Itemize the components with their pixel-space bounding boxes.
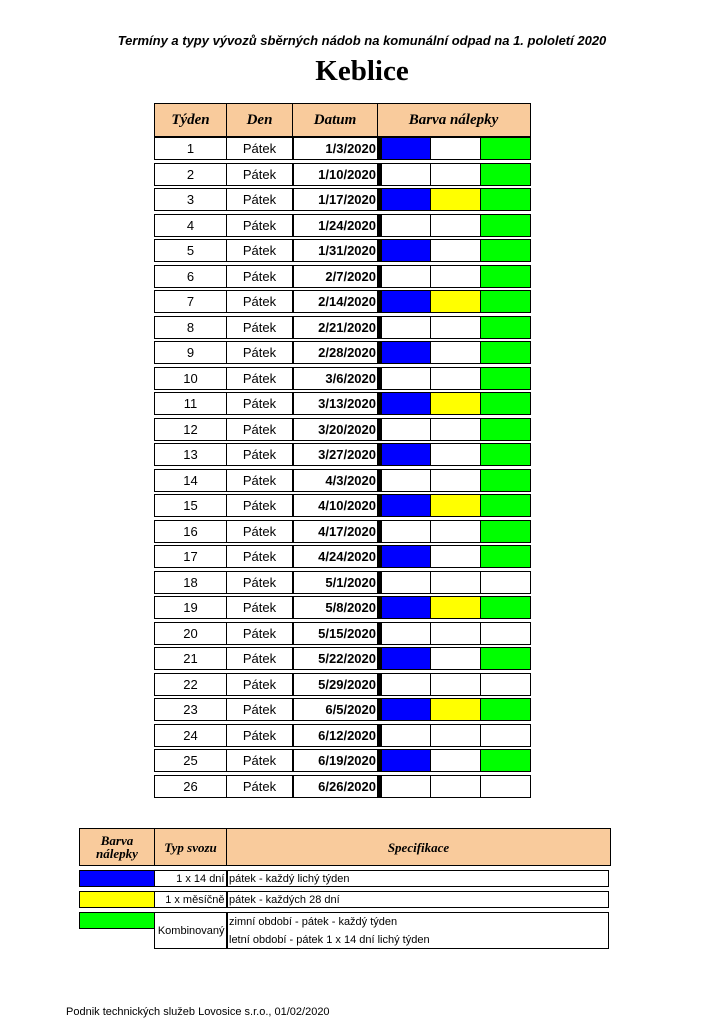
legend-spec-line: letní období - pátek 1 x 14 dní lichý týden	[229, 933, 430, 946]
week-cell: 23	[154, 698, 227, 721]
table-row	[154, 392, 529, 415]
sticker-swatch	[381, 469, 432, 492]
town-name: Keblice	[315, 55, 409, 87]
legend-header-row	[79, 828, 610, 866]
week-cell: 15	[154, 494, 227, 517]
date-cell: 3/6/2020	[292, 367, 378, 390]
sticker-swatch	[480, 647, 531, 670]
sticker-swatch	[430, 698, 481, 721]
table-row	[154, 367, 529, 390]
date-cell: 1/17/2020	[292, 188, 378, 211]
sticker-swatch	[430, 239, 481, 262]
week-cell: 10	[154, 367, 227, 390]
date-cell: 3/20/2020	[292, 418, 378, 441]
date-cell: 6/26/2020	[292, 775, 378, 798]
sticker-swatch	[430, 214, 481, 237]
sticker-swatch	[381, 239, 432, 262]
sticker-swatch	[381, 673, 432, 696]
legend-color-swatch	[79, 870, 155, 887]
sticker-swatch	[381, 341, 432, 364]
week-cell: 20	[154, 622, 227, 645]
legend-spec-line: zimní období - pátek - každý týden	[229, 915, 398, 928]
column-header-date: Datum	[292, 103, 378, 137]
sticker-swatch	[480, 596, 531, 619]
table-row	[154, 494, 529, 517]
day-cell: Pátek	[226, 494, 294, 517]
column-header-sticker-color: Barva nálepky	[377, 103, 531, 137]
week-cell: 4	[154, 214, 227, 237]
sticker-swatch	[381, 494, 432, 517]
date-cell: 2/28/2020	[292, 341, 378, 364]
date-cell: 5/22/2020	[292, 647, 378, 670]
week-cell: 8	[154, 316, 227, 339]
date-cell: 3/13/2020	[292, 392, 378, 415]
sticker-swatch	[430, 571, 481, 594]
sticker-swatch	[480, 418, 531, 441]
table-row	[154, 775, 529, 798]
sticker-swatch	[430, 188, 481, 211]
date-cell: 2/7/2020	[292, 265, 378, 288]
sticker-swatch	[430, 647, 481, 670]
sticker-swatch	[381, 596, 432, 619]
sticker-swatch	[480, 622, 531, 645]
date-cell: 1/10/2020	[292, 163, 378, 186]
date-cell: 1/31/2020	[292, 239, 378, 262]
sticker-swatch	[381, 188, 432, 211]
date-cell: 6/5/2020	[292, 698, 378, 721]
sticker-swatch	[381, 418, 432, 441]
day-cell: Pátek	[226, 749, 294, 772]
table-row	[154, 724, 529, 747]
sticker-swatch	[430, 443, 481, 466]
day-cell: Pátek	[226, 571, 294, 594]
sticker-swatch	[480, 571, 531, 594]
sticker-swatch	[381, 698, 432, 721]
day-cell: Pátek	[226, 775, 294, 798]
day-cell: Pátek	[226, 367, 294, 390]
table-row	[154, 673, 529, 696]
sticker-swatch	[480, 520, 531, 543]
legend-spec	[226, 870, 609, 887]
sticker-swatch	[430, 392, 481, 415]
date-cell: 1/24/2020	[292, 214, 378, 237]
date-cell: 1/3/2020	[292, 137, 378, 160]
table-row	[154, 622, 529, 645]
sticker-swatch	[381, 622, 432, 645]
schedule-header-row	[154, 103, 529, 137]
table-row	[154, 188, 529, 211]
day-cell: Pátek	[226, 647, 294, 670]
day-cell: Pátek	[226, 418, 294, 441]
week-cell: 25	[154, 749, 227, 772]
sticker-swatch	[430, 316, 481, 339]
date-cell: 2/14/2020	[292, 290, 378, 313]
sticker-swatch	[381, 163, 432, 186]
sticker-swatch	[381, 290, 432, 313]
schedule-table	[154, 103, 529, 798]
sticker-swatch	[430, 596, 481, 619]
sticker-swatch	[381, 545, 432, 568]
column-header-day: Den	[226, 103, 294, 137]
table-row	[154, 647, 529, 670]
sticker-swatch	[480, 316, 531, 339]
legend-spec-line: pátek - každých 28 dní	[229, 893, 340, 906]
column-header-week: Týden	[154, 103, 227, 137]
table-row	[154, 265, 529, 288]
table-row	[154, 469, 529, 492]
sticker-swatch	[480, 392, 531, 415]
sticker-swatch	[480, 341, 531, 364]
date-cell: 6/12/2020	[292, 724, 378, 747]
sticker-swatch	[430, 265, 481, 288]
week-cell: 1	[154, 137, 227, 160]
sticker-swatch	[381, 571, 432, 594]
table-row	[154, 545, 529, 568]
sticker-swatch	[381, 443, 432, 466]
legend-spec	[226, 912, 609, 949]
date-cell: 4/24/2020	[292, 545, 378, 568]
footer-text: Podnik technických služeb Lovosice s.r.o., 01/02/2020	[66, 1006, 330, 1018]
table-row	[154, 163, 529, 186]
day-cell: Pátek	[226, 622, 294, 645]
day-cell: Pátek	[226, 596, 294, 619]
sticker-swatch	[430, 341, 481, 364]
sticker-swatch	[480, 673, 531, 696]
sticker-swatch	[430, 775, 481, 798]
day-cell: Pátek	[226, 341, 294, 364]
sticker-swatch	[430, 520, 481, 543]
day-cell: Pátek	[226, 163, 294, 186]
day-cell: Pátek	[226, 673, 294, 696]
sticker-swatch	[480, 724, 531, 747]
sticker-swatch	[480, 443, 531, 466]
legend-row	[79, 891, 610, 908]
legend-row	[79, 870, 610, 887]
date-cell: 3/27/2020	[292, 443, 378, 466]
table-row	[154, 316, 529, 339]
sticker-swatch	[480, 214, 531, 237]
sticker-swatch	[480, 494, 531, 517]
sticker-swatch	[381, 647, 432, 670]
table-row	[154, 239, 529, 262]
legend-table	[79, 828, 610, 949]
week-cell: 24	[154, 724, 227, 747]
table-row	[154, 418, 529, 441]
day-cell: Pátek	[226, 698, 294, 721]
sticker-swatch	[381, 265, 432, 288]
week-cell: 17	[154, 545, 227, 568]
day-cell: Pátek	[226, 214, 294, 237]
week-cell: 12	[154, 418, 227, 441]
sticker-swatch	[430, 673, 481, 696]
sticker-swatch	[381, 724, 432, 747]
legend-header-type: Typ svozu	[154, 828, 228, 866]
sticker-swatch	[480, 265, 531, 288]
week-cell: 5	[154, 239, 227, 262]
sticker-swatch	[480, 367, 531, 390]
legend-spec-line: pátek - každý lichý týden	[229, 872, 350, 885]
week-cell: 3	[154, 188, 227, 211]
legend-row	[79, 912, 610, 949]
sticker-swatch	[381, 137, 432, 160]
legend-type: 1 x měsíčně	[154, 891, 228, 908]
date-cell: 2/21/2020	[292, 316, 378, 339]
week-cell: 6	[154, 265, 227, 288]
week-cell: 16	[154, 520, 227, 543]
legend-color-swatch	[79, 912, 155, 929]
sticker-swatch	[430, 469, 481, 492]
sticker-swatch	[430, 137, 481, 160]
sticker-swatch	[480, 545, 531, 568]
sticker-swatch	[381, 775, 432, 798]
day-cell: Pátek	[226, 724, 294, 747]
date-cell: 5/29/2020	[292, 673, 378, 696]
day-cell: Pátek	[226, 392, 294, 415]
sticker-swatch	[430, 367, 481, 390]
day-cell: Pátek	[226, 469, 294, 492]
day-cell: Pátek	[226, 443, 294, 466]
sticker-swatch	[381, 749, 432, 772]
week-cell: 13	[154, 443, 227, 466]
day-cell: Pátek	[226, 188, 294, 211]
document-title: Termíny a typy vývozů sběrných nádob na komunální odpad na 1. pololetí 2020	[117, 33, 607, 48]
sticker-swatch	[480, 188, 531, 211]
sticker-swatch	[430, 724, 481, 747]
legend-type: 1 x 14 dní	[154, 870, 228, 887]
sticker-swatch	[480, 290, 531, 313]
table-row	[154, 749, 529, 772]
week-cell: 7	[154, 290, 227, 313]
table-row	[154, 596, 529, 619]
table-row	[154, 698, 529, 721]
week-cell: 19	[154, 596, 227, 619]
date-cell: 5/8/2020	[292, 596, 378, 619]
sticker-swatch	[430, 749, 481, 772]
day-cell: Pátek	[226, 545, 294, 568]
week-cell: 22	[154, 673, 227, 696]
table-row	[154, 341, 529, 364]
sticker-swatch	[430, 163, 481, 186]
sticker-swatch	[381, 316, 432, 339]
table-row	[154, 290, 529, 313]
sticker-swatch	[430, 418, 481, 441]
week-cell: 21	[154, 647, 227, 670]
sticker-swatch	[480, 698, 531, 721]
day-cell: Pátek	[226, 290, 294, 313]
sticker-swatch	[430, 622, 481, 645]
week-cell: 14	[154, 469, 227, 492]
schedule-rows	[154, 137, 529, 798]
legend-header-color: Barva nálepky	[79, 828, 155, 866]
sticker-swatch	[480, 469, 531, 492]
table-row	[154, 443, 529, 466]
date-cell: 6/19/2020	[292, 749, 378, 772]
sticker-swatch	[480, 137, 531, 160]
sticker-swatch	[480, 239, 531, 262]
day-cell: Pátek	[226, 239, 294, 262]
date-cell: 4/3/2020	[292, 469, 378, 492]
week-cell: 2	[154, 163, 227, 186]
legend-rows	[79, 870, 610, 949]
date-cell: 4/10/2020	[292, 494, 378, 517]
legend-color-swatch	[79, 891, 155, 908]
sticker-swatch	[381, 367, 432, 390]
day-cell: Pátek	[226, 265, 294, 288]
sticker-swatch	[480, 775, 531, 798]
legend-type: Kombinovaný	[154, 912, 228, 949]
date-cell: 5/1/2020	[292, 571, 378, 594]
legend-header-spec: Specifikace	[226, 828, 611, 866]
table-row	[154, 571, 529, 594]
sticker-swatch	[381, 392, 432, 415]
day-cell: Pátek	[226, 520, 294, 543]
date-cell: 5/15/2020	[292, 622, 378, 645]
sticker-swatch	[381, 520, 432, 543]
sticker-swatch	[430, 494, 481, 517]
week-cell: 26	[154, 775, 227, 798]
sticker-swatch	[381, 214, 432, 237]
day-cell: Pátek	[226, 137, 294, 160]
date-cell: 4/17/2020	[292, 520, 378, 543]
table-row	[154, 214, 529, 237]
week-cell: 11	[154, 392, 227, 415]
sticker-swatch	[480, 749, 531, 772]
sticker-swatch	[480, 163, 531, 186]
week-cell: 18	[154, 571, 227, 594]
week-cell: 9	[154, 341, 227, 364]
table-row	[154, 520, 529, 543]
table-row	[154, 137, 529, 160]
day-cell: Pátek	[226, 316, 294, 339]
sticker-swatch	[430, 290, 481, 313]
sticker-swatch	[430, 545, 481, 568]
legend-spec	[226, 891, 609, 908]
